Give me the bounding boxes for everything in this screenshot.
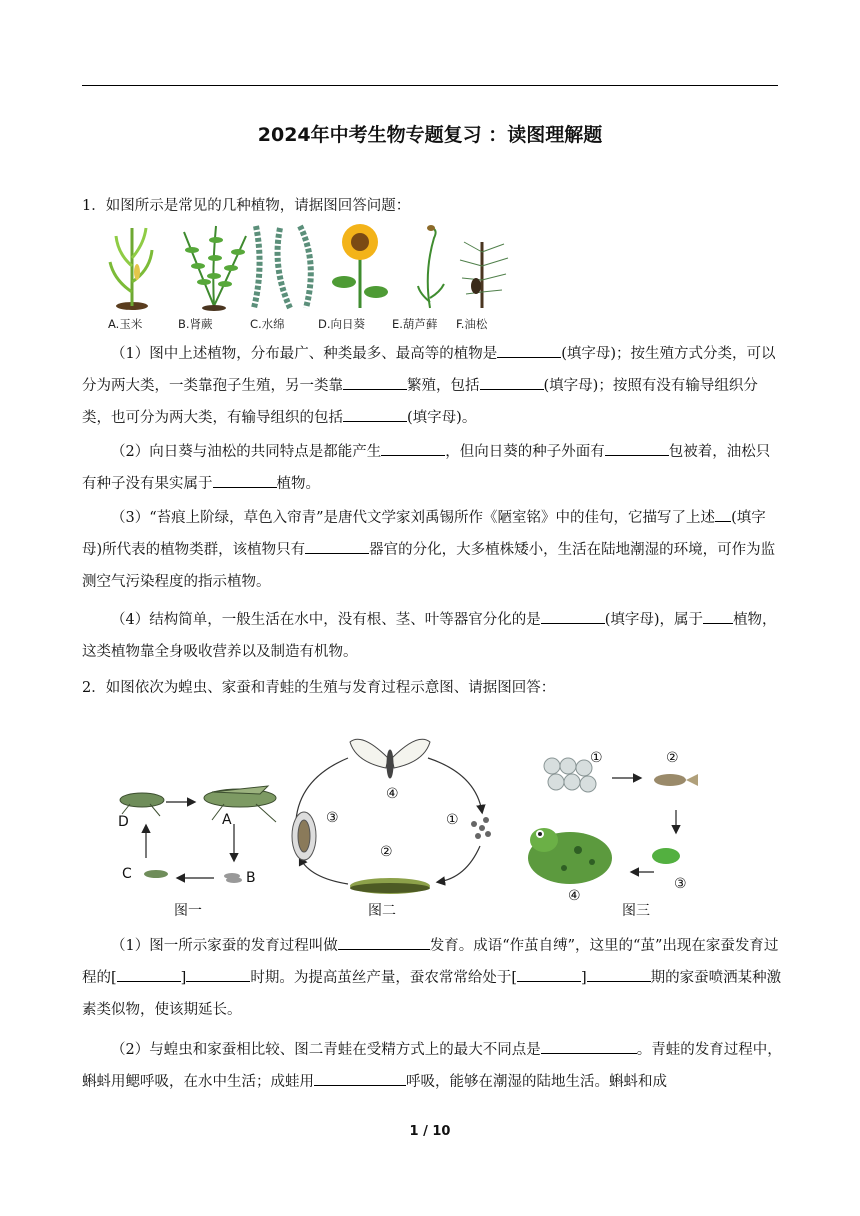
pine-plant-icon	[460, 242, 508, 308]
header-rule	[82, 85, 778, 86]
fig1-letter-a: A	[222, 812, 232, 828]
page-number: 1 / 10	[409, 1124, 451, 1139]
answer-blank[interactable]	[587, 965, 651, 982]
answer-blank[interactable]	[381, 439, 445, 456]
locust-cycle	[120, 786, 276, 883]
answer-blank[interactable]	[117, 965, 181, 982]
moss-plant-icon	[418, 225, 444, 308]
q2-sub1: （1）图一所示家蚕的发育过程叫做 发育。成语“作茧自缚”，这里的“茧”出现在家蚕发育过程的[ ] 时期。为提高茧丝产量，蚕农常常给处于[ ] 期的家蚕喷洒某种激素类似物，使该期延长。	[82, 930, 782, 1026]
fig1-letter-b: B	[246, 870, 256, 886]
fig3-num-2: ②	[666, 750, 679, 766]
frog-egg-icon	[544, 758, 596, 792]
q1-sub3: （3）“苔痕上阶绿，草色入帘青”是唐代文学家刘禹锡所作《陋室铭》中的佳句，它描写了上述 (填字母)所代表的植物类群，该植物只有 器官的分化，大多植株矮小，生活在陆地潮湿的环境，可作为监测空气污染程度的指示植物。	[82, 502, 782, 598]
plant-label-f: F.油松	[456, 317, 488, 331]
q1-stem: 1．如图所示是常见的几种植物，请据图回答问题：	[82, 198, 411, 214]
fig2-num-1: ①	[446, 812, 459, 828]
answer-blank[interactable]	[703, 607, 733, 624]
fig3-num-1: ①	[590, 750, 603, 766]
fig1-letter-d: D	[118, 814, 129, 830]
answer-blank[interactable]	[338, 933, 430, 950]
butterfly-icon	[350, 739, 430, 778]
tadpole-icon	[654, 774, 698, 786]
answer-blank[interactable]	[213, 471, 277, 488]
fig1-caption: 图一	[174, 903, 202, 919]
plant-label-a: A.玉米	[108, 317, 143, 331]
q1-sub2: （2）向日葵与油松的共同特点是都能产生 ，但向日葵的种子外面有 包被着，油松只有种子没有果实属于 植物。	[82, 436, 782, 500]
adult-frog-icon	[528, 828, 612, 884]
answer-blank[interactable]	[541, 1037, 637, 1054]
locust-nymph-icon	[120, 793, 164, 816]
fig3-num-3: ③	[674, 876, 687, 892]
plants-illustration	[104, 222, 524, 314]
corn-plant-icon	[110, 228, 152, 310]
fig1-letter-c: C	[122, 866, 132, 882]
spirogyra-alga-icon	[254, 226, 311, 308]
locust-adult-icon	[204, 786, 276, 822]
answer-blank[interactable]	[480, 373, 544, 390]
silkworm-cycle	[292, 739, 491, 894]
fig3-caption: 图三	[622, 903, 650, 919]
q2-stem: 2．如图依次为蝗虫、家蚕和青蛙的生殖与发育过程示意图、请据图回答：	[82, 680, 556, 696]
life-cycles-illustration	[100, 728, 700, 920]
page-title: 2024年中考生物专题复习 ：读图理解题	[257, 124, 603, 146]
plant-label-d: D.向日葵	[318, 317, 366, 331]
fig2-num-4: ④	[386, 786, 399, 802]
answer-blank[interactable]	[541, 607, 605, 624]
fig2-num-3: ③	[326, 810, 339, 826]
answer-blank[interactable]	[517, 965, 581, 982]
locust-small-nymph-icon	[144, 870, 168, 878]
q1-sub4: （4）结构简单，一般生活在水中，没有根、茎、叶等器官分化的是 (填字母)，属于 植物，这类植物靠全身吸收营养以及制造有机物。	[82, 604, 782, 668]
fig2-num-2: ②	[380, 844, 393, 860]
plant-label-e: E.葫芦藓	[392, 317, 438, 331]
answer-blank[interactable]	[605, 439, 669, 456]
answer-blank[interactable]	[186, 965, 250, 982]
locust-egg-icon	[224, 873, 242, 883]
sunflower-plant-icon	[332, 224, 388, 308]
answer-blank[interactable]	[715, 505, 731, 522]
life-cycles-figure	[100, 728, 700, 920]
answer-blank[interactable]	[497, 341, 561, 358]
larva-icon	[350, 878, 430, 894]
frog-cycle	[528, 758, 698, 884]
answer-blank[interactable]	[343, 373, 407, 390]
plant-label-c: C.水绵	[250, 317, 285, 331]
plant-label-b: B.肾蕨	[178, 317, 213, 331]
answer-blank[interactable]	[314, 1069, 406, 1086]
fig3-num-4: ④	[568, 888, 581, 904]
silkworm-egg-icon	[471, 817, 491, 839]
plants-figure	[104, 222, 524, 334]
answer-blank[interactable]	[343, 405, 407, 422]
cocoon-icon	[292, 812, 316, 860]
q1-sub1: （1）图中上述植物，分布最广、种类最多、最高等的植物是 (填字母)；按生殖方式分类，可以分为两大类，一类靠孢子生殖，另一类靠 繁殖，包括 (填字母)；按照有没有输导组织分类，也可分为两大类，有输导组织的包括 (填字母)。	[82, 338, 782, 434]
answer-blank[interactable]	[305, 537, 369, 554]
fern-plant-icon	[184, 226, 246, 311]
q2-sub2: （2）与蝗虫和家蚕相比较、图二青蛙在受精方式上的最大不同点是 。青蛙的发育过程中，蝌蚪用鳃呼吸，在水中生活；成蛙用 呼吸，能够在潮湿的陆地生活。蝌蚪和成	[82, 1034, 782, 1098]
froglet-icon	[652, 848, 680, 864]
fig2-caption: 图二	[368, 903, 396, 919]
